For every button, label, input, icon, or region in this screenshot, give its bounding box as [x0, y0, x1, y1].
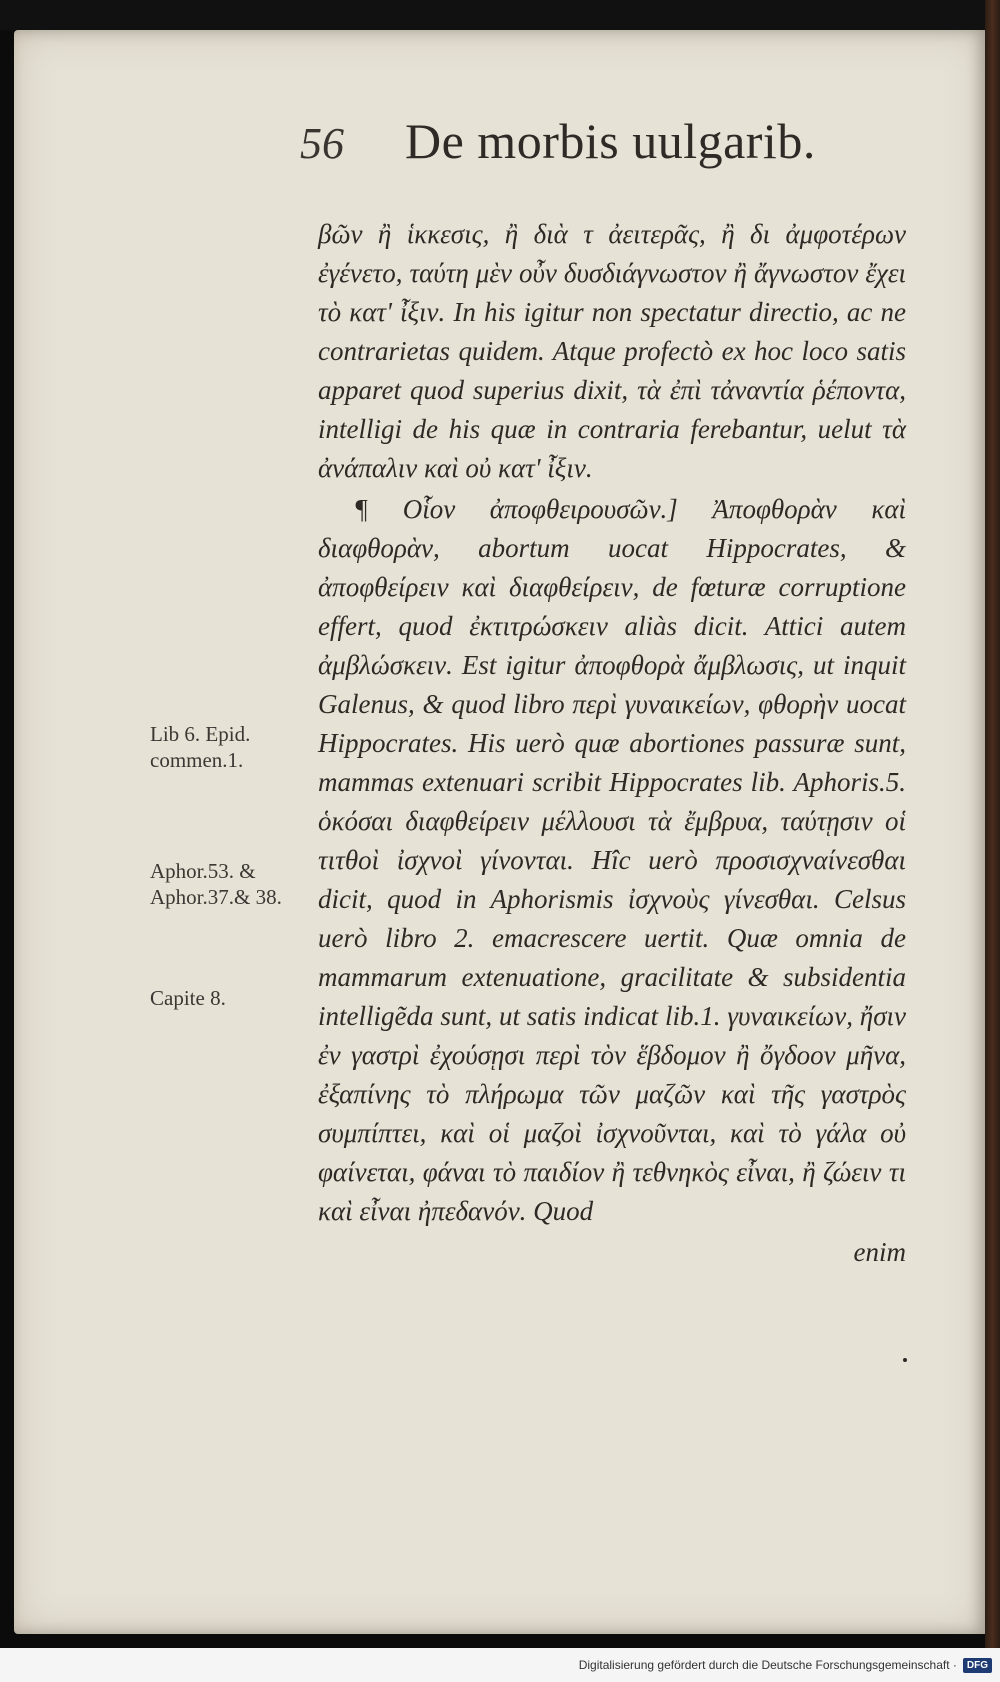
catchword: enim — [853, 1237, 906, 1267]
paragraph: ¶ Οἷον ἀποφθειρουσῶν.] Ἀποφθορὰν καὶ διαφθορὰν, abortum uocat Hippocrates, & ἀποφθείρειν καὶ διαφθείρειν, de fœturæ corruptione effert, quod ἐκτιτρώσκειν aliàs dicit. Attici autem ἀμβλώσκειν. Est igitur ἀποφθορὰ ἄμβλωσις, ut inquit Galenus, & quod libro περὶ γυναικείων, φθορὴν uocat Hippocrates. His uerò quæ abortiones passuræ sunt, mammas extenuari scribit Hippocrates lib. Aphoris.5. ὁκόσαι διαφθείρειν μέλλουσι τὰ ἔμβρυα, ταύτῃσιν οἱ τιτθοὶ ἰσχνοὶ γίνονται. Hîc uerò προσισχναίνεσθαι dicit, quod in Aphorismis ἰσχνοὺς γίνεσθαι. Celsus uerò libro 2. emacrescere uertit. Quæ omnia de mammarum extenuatione, gracilitate & subsidentia intelligẽda sunt, ut satis indicat lib.1. γυναικείων, ἤσιν ἐν γαστρὶ ἐχούσῃσι περὶ τὸν ἕβδομον ἢ ὄγδοον μῆνα, ἐξαπίνης τὸ πλήρωμα τῶν μαζῶν καὶ τῆς γαστρὸς συμπίπτει, καὶ οἱ μαζοὶ ἰσχνοῦνται, καὶ τὸ γάλα οὐ φαίνεται, φάναι τὸ παιδίον ἢ τεθνηκὸς εἶναι, ἢ ζώειν τι καὶ εἶναι ἠπεδανόν. Quod — [318, 494, 906, 1226]
ink-dot — [903, 1358, 907, 1362]
paragraph: βῶν ἢ ἱκκεσις, ἢ διὰ τ ἀειτερᾶς, ἢ δι ἀμφοτέρων ἐγένετο, ταύτη μὲν οὖν δυσδιάγνωστον ἢ ἄγνωστον ἔχει τὸ κατ' ἶξιν. In his igitur non spectatur directio, ac ne contrarietas quidem. Atque profectò ex hoc loco satis apparet quod superius dixit, τὰ ἐπὶ τἀναντία ῥέποντα, intelligi de his quæ in contraria ferebantur, uelut τὰ ἀνάπαλιν καὶ οὐ κατ' ἶξιν. — [318, 219, 906, 483]
margin-note: Capite 8. — [150, 986, 226, 1010]
funding-credit: Digitalisierung gefördert durch die Deutsche Forschungsgemeinschaft · — [578, 1658, 957, 1672]
page-header — [300, 112, 816, 202]
margin-note: Lib 6. Epid. commen.1. — [150, 722, 251, 772]
footer-bar — [0, 1648, 1000, 1682]
running-title: De morbis uulgarib. — [405, 113, 816, 169]
scan-border-top — [0, 0, 1000, 30]
page-number: 56 — [300, 119, 344, 168]
margin-note: Aphor.53. & Aphor.37.& 38. — [150, 859, 282, 909]
page-edge — [985, 0, 1000, 1682]
main-text — [318, 215, 906, 1272]
dfg-logo-icon: DFG — [963, 1658, 992, 1673]
